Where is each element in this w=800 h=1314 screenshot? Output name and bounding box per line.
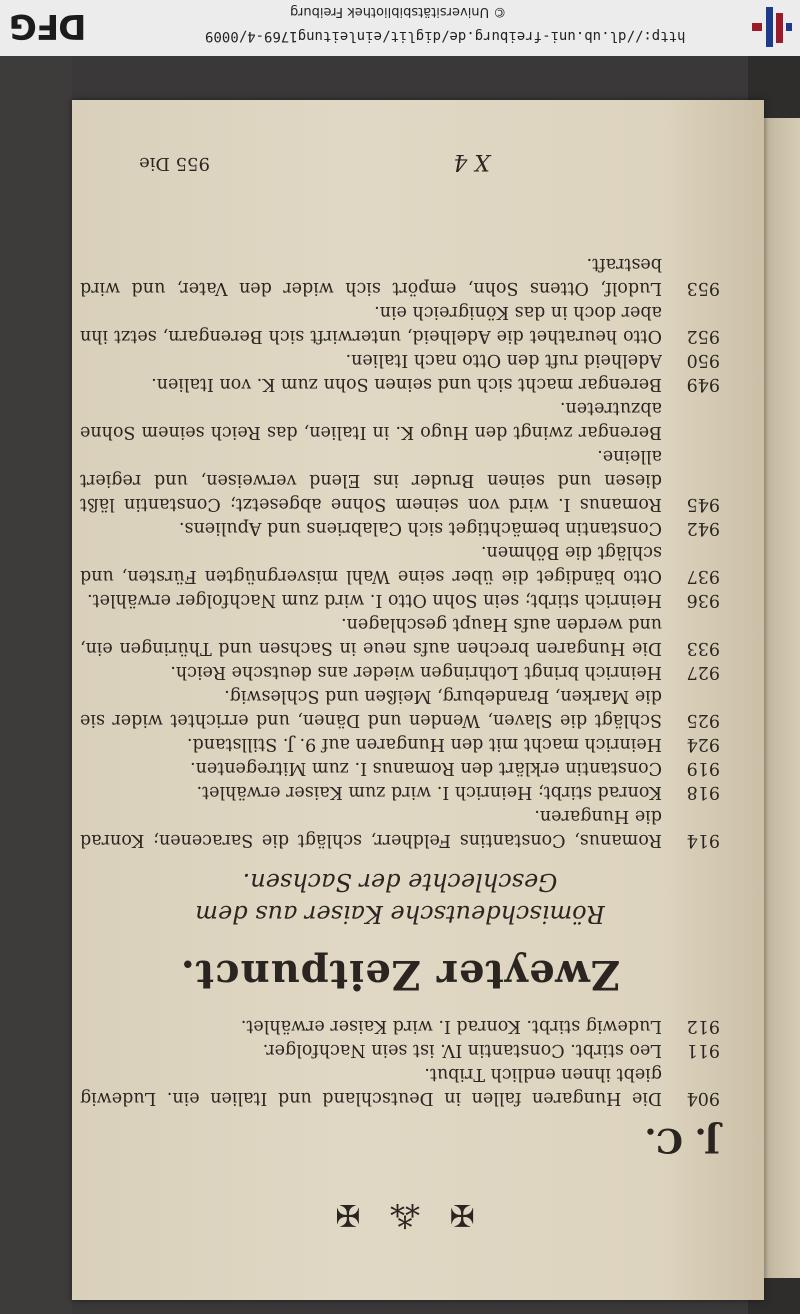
entry-text: Otto bändiget die über seine Wahl misvergnügten Fürsten, und schlägt die Böhmen. [80,542,662,586]
entry-year: 937 [686,566,720,586]
entry-year: 945 [686,494,720,514]
chronology-entry [80,732,720,756]
chronology-entry [80,1014,720,1038]
entry-year: 912 [686,1016,720,1036]
chronology-entry [80,444,720,516]
chronology-list [80,252,720,852]
entry-text: Romanus I. wird von seinem Sohne abgesetzt; Constantin läßt diesen und seinen Bruder ins Elend verweisen, und regiert alleine. [80,446,662,514]
page-footer [80,140,720,180]
chronology-entry [80,1038,720,1062]
chronology-entry [80,684,720,732]
entry-text: Die Hungaren fallen in Deutschland und Italien ein. Ludewig giebt ihnen endlich Tribut. [80,1064,662,1108]
entry-text: Ludewig stirbt. Konrad I. wird Kaiser erwählet. [240,1016,662,1036]
entry-text: Ludolf, Ottens Sohn, empört sich wider den Vater, und wird bestraft. [80,254,662,298]
ornament: ✠ ⁂ ✠ [325,1197,475,1232]
entry-year: 933 [686,638,720,658]
entry-year: 942 [686,518,720,538]
chronology-entry [80,540,720,588]
page-url[interactable]: http://dl.ub.uni-freiburg.de/diglit/einleitung1769-4/0009 [205,28,686,44]
ub-freiburg-logo-icon[interactable] [748,5,794,49]
chronology-entry [80,804,720,852]
entry-text: Romanus, Constantins Feldherr, schlägt die Saracenen; Konrad die Hungaren. [80,806,662,850]
chronology-entry [80,300,720,348]
page-text-upside-down [80,110,720,1260]
signature-mark: X 4 [453,149,490,174]
entry-text: Otto heurathet die Adelheid, unterwirft sich Berengarn, setzt ihn aber doch in das Königreich ein. [80,302,662,346]
entry-year: 950 [686,350,720,370]
entry-text: Heinrich bringt Lothringen wieder ans deutsche Reich. [170,662,662,682]
chronology-entry [80,660,720,684]
entry-text: Constantin bemächtiget sich Calabriens und Apuliens. [178,518,662,538]
viewer-banner [0,0,800,56]
entry-year: 936 [686,590,720,610]
dfg-logo[interactable] [10,6,100,50]
chronology-entry [80,252,720,300]
entry-text: Berengar macht sich und seinen Sohn zum K. von Italien. [151,374,662,394]
entry-text: Die Hungaren brechen aufs neue in Sachsen und Thüringen ein, und werden aufs Haupt geschlagen. [80,614,662,658]
copyright-text: © Universitätsbibliothek Freiburg [290,4,507,19]
chronology-entry [80,372,720,396]
entry-text: Heinrich macht mit den Hungaren auf 9. J. Stillstand. [186,734,662,754]
chronology-entry [80,756,720,780]
chronology-entry [80,780,720,804]
chronology-entry [80,348,720,372]
entry-text: Leo stirbt. Constantin IV. ist sein Nachfolger. [262,1040,662,1060]
entry-text: Berengar zwingt den Hugo K. in Italien, das Reich seinem Sohne abzutreten. [80,398,662,442]
chronology-entry [80,588,720,612]
entry-year: 919 [686,758,720,778]
entry-year: 925 [686,710,720,730]
entry-year: 952 [686,326,720,346]
chronology-entry [80,396,720,444]
entry-year: 949 [686,374,720,394]
entry-text: Constantin erklärt den Romanus I. zum Mitregenten. [190,758,662,778]
entry-year: 924 [686,734,720,754]
dfg-logo-text: DFG [10,6,87,46]
chronology-entry [80,612,720,660]
entry-year: 918 [686,782,720,802]
entry-year: 911 [686,1040,720,1060]
section-subtitle: Römischdeutsche Kaiser aus dem Geschlechte der Sachsen. [195,868,605,928]
chronology-entry [80,1062,720,1110]
entry-year: 904 [686,1088,720,1108]
entry-text: Konrad stirbt; Heinrich I. wird zum Kaiser erwählet. [196,782,662,802]
entry-text: Schlägt die Slaven, Wenden und Dänen, und errichtet wider sie die Marken, Brandeburg, Meißen und Schleswig. [80,686,662,730]
chronology-entry [80,516,720,540]
book-cover-left [0,56,72,1314]
entry-text: Heinrich stirbt; sein Sohn Otto I. wird zum Nachfolger erwählet. [87,590,662,610]
entry-text: Adelheid ruft den Otto nach Italien. [345,350,662,370]
entries-before [80,1014,720,1110]
era-label: J. C. [644,1120,720,1160]
entry-year: 953 [686,278,720,298]
entry-year [662,396,720,444]
entry-year: 914 [686,830,720,850]
catchword: 955 Die [139,153,210,174]
entry-year: 927 [686,662,720,682]
section-title: Zweyter Zeitpunct. [179,951,621,998]
